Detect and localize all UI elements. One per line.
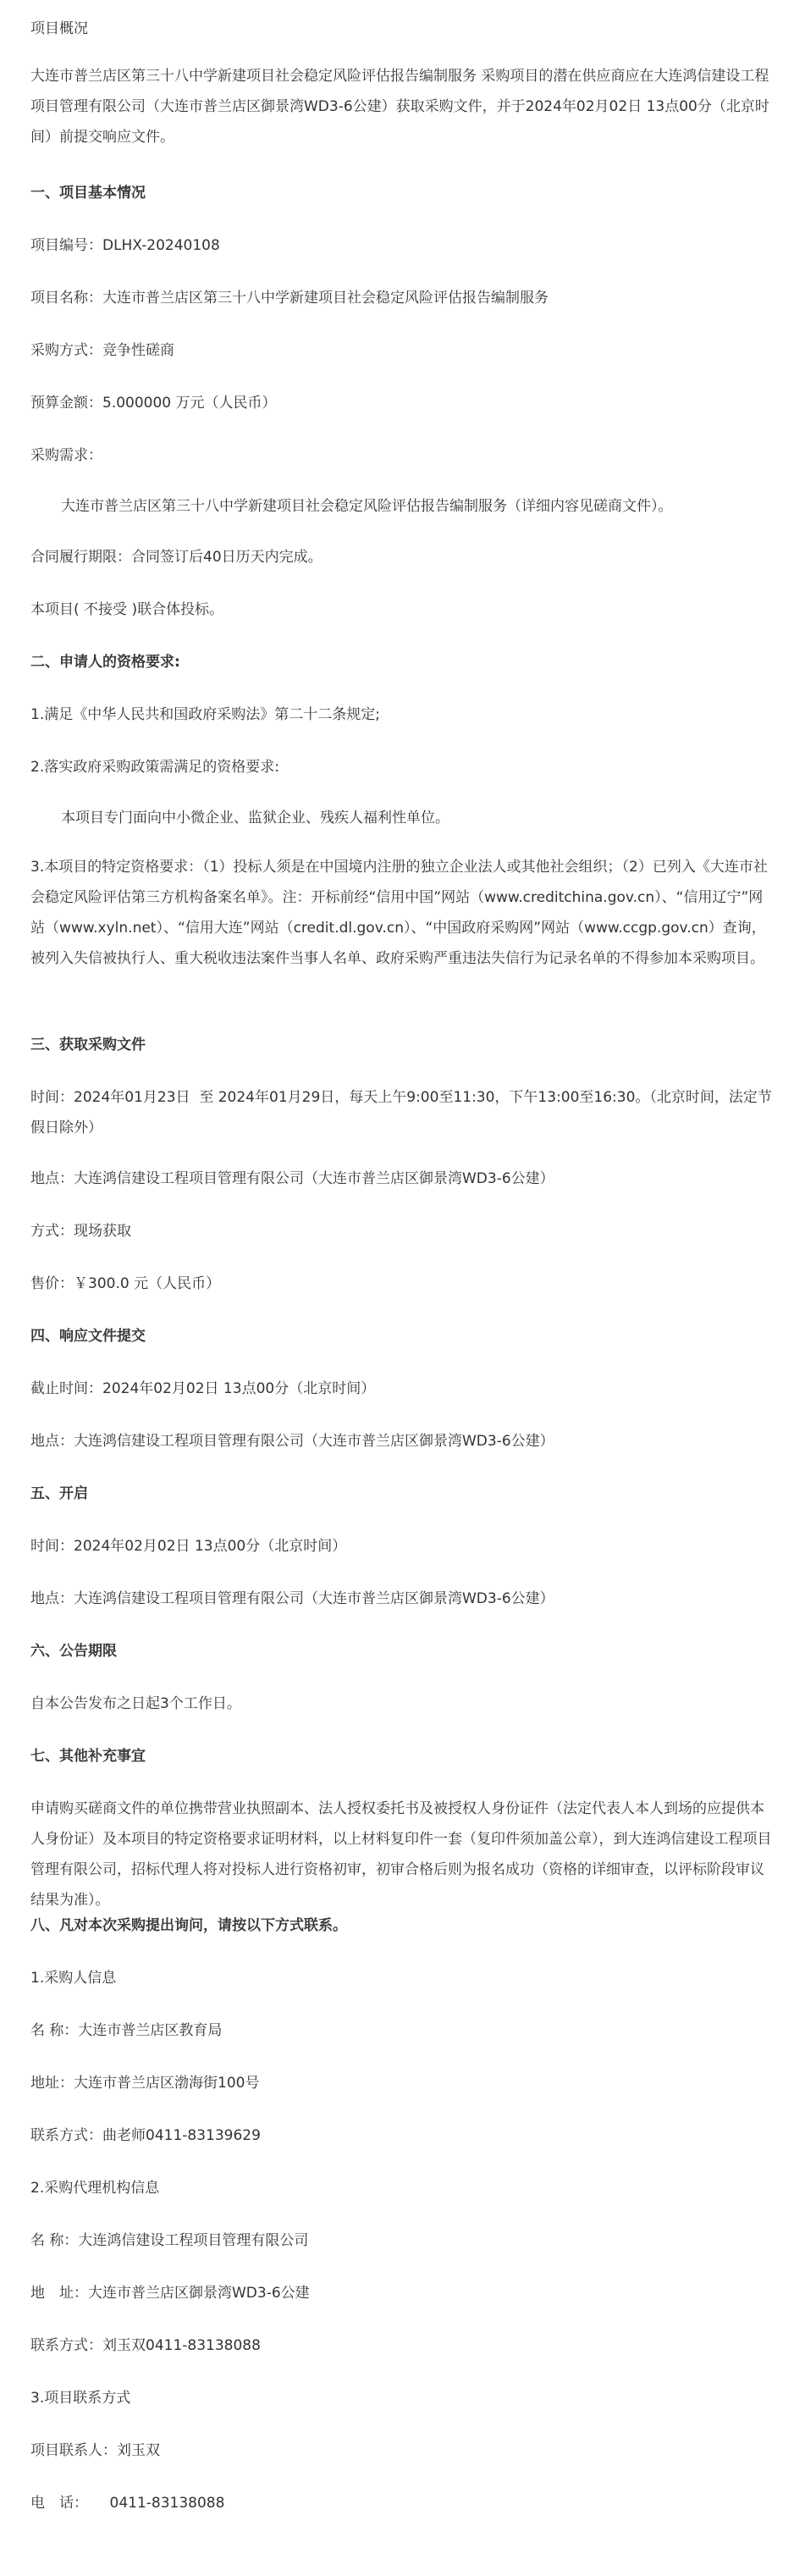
agency-contact: 联系方式：刘玉双0411-83138088 bbox=[30, 2337, 261, 2354]
section-5-heading: 五、开启 bbox=[30, 1485, 88, 1502]
submission-deadline: 截止时间：2024年02月02日 13点00分（北京时间） bbox=[30, 1380, 376, 1397]
overview-title: 项目概况 bbox=[30, 20, 88, 37]
section-6-heading: 六、公告期限 bbox=[30, 1643, 117, 1660]
project-number: 项目编号：DLHX-20240108 bbox=[30, 237, 220, 254]
agency-address: 地 址：大连市普兰店区御景湾WD3-6公建 bbox=[30, 2285, 310, 2302]
section-1-heading: 一、项目基本情况 bbox=[30, 185, 146, 202]
section-7-heading: 七、其他补充事宜 bbox=[30, 1748, 146, 1765]
opening-time: 时间：2024年02月02日 13点00分（北京时间） bbox=[30, 1538, 347, 1555]
consortium-note: 本项目( 不接受 )联合体投标。 bbox=[30, 601, 224, 618]
other-matters-text: 申请购买磋商文件的单位携带营业执照副本、法人授权委托书及被授权人身份证件（法定代表人本人到场的应提供本人身份证）及本项目的特定资格要求证明材料，以上材料复印件一套（复印件须加盖公章），到大连鸿信建设工程项目管理有限公司，招标代理人将对投标人进行资格初审，初审合格后则为报名成功（资格的详细审查，以评标阶段审议结果为准）。 bbox=[30, 1800, 772, 1909]
section-3-heading: 三、获取采购文件 bbox=[30, 1036, 146, 1053]
budget-amount: 预算金额：5.000000 万元（人民币） bbox=[30, 395, 277, 412]
section-2-heading: 二、申请人的资格要求: bbox=[30, 654, 180, 671]
project-contact-person: 项目联系人：刘玉双 bbox=[30, 2442, 160, 2459]
demand-label: 采购需求： bbox=[30, 447, 102, 464]
agency-info-title: 2.采购代理机构信息 bbox=[30, 2180, 160, 2197]
purchaser-contact: 联系方式：曲老师0411-83139629 bbox=[30, 2127, 261, 2144]
purchaser-name: 名 称：大连市普兰店区教育局 bbox=[30, 2022, 223, 2039]
qualification-item-2: 2.落实政府采购政策需满足的资格要求: bbox=[30, 759, 279, 776]
agency-name: 名 称：大连鸿信建设工程项目管理有限公司 bbox=[30, 2232, 309, 2249]
document-price: 售价：￥300.0 元（人民币） bbox=[30, 1275, 221, 1292]
acquire-way: 方式：现场获取 bbox=[30, 1223, 131, 1240]
project-name: 项目名称：大连市普兰店区第三十八中学新建项目社会稳定风险评估报告编制服务 bbox=[30, 290, 549, 307]
acquire-time: 时间：2024年01月23日 至 2024年01月29日，每天上午9:00至11:30，下午13:00至16:30。（北京时间，法定节假日除外） bbox=[30, 1089, 772, 1136]
section-4-heading: 四、响应文件提交 bbox=[30, 1328, 146, 1345]
opening-place: 地点：大连鸿信建设工程项目管理有限公司（大连市普兰店区御景湾WD3-6公建） bbox=[30, 1590, 554, 1607]
submission-place: 地点：大连鸿信建设工程项目管理有限公司（大连市普兰店区御景湾WD3-6公建） bbox=[30, 1433, 554, 1450]
qualification-item-2-text: 本项目专门面向中小微企业、监狱企业、残疾人福利性单位。 bbox=[61, 810, 449, 826]
contract-period: 合同履行期限：合同签订后40日历天内完成。 bbox=[30, 549, 323, 566]
procurement-method: 采购方式：竞争性磋商 bbox=[30, 342, 174, 359]
purchaser-address: 地址：大连市普兰店区渤海街100号 bbox=[30, 2075, 260, 2092]
announcement-period: 自本公告发布之日起3个工作日。 bbox=[30, 1695, 241, 1712]
qualification-item-1: 1.满足《中华人民共和国政府采购法》第二十二条规定; bbox=[30, 706, 380, 723]
demand-text: 大连市普兰店区第三十八中学新建项目社会稳定风险评估报告编制服务（详细内容见磋商文件）。 bbox=[61, 498, 673, 515]
project-contact-phone: 电 话： 0411-83138088 bbox=[30, 2495, 225, 2512]
purchaser-info-title: 1.采购人信息 bbox=[30, 1970, 117, 1987]
project-contact-title: 3.项目联系方式 bbox=[30, 2390, 131, 2407]
section-8-heading: 八、凡对本次采购提出询问，请按以下方式联系。 bbox=[30, 1917, 347, 1934]
overview-paragraph: 大连市普兰店区第三十八中学新建项目社会稳定风险评估报告编制服务 采购项目的潜在供应商应在大连鸿信建设工程项目管理有限公司（大连市普兰店区御景湾WD3-6公建）获取采购文件，并于2024年02月02日 13点00分（北京时间）前提交响应文件。 bbox=[30, 68, 769, 146]
acquire-place: 地点：大连鸿信建设工程项目管理有限公司（大连市普兰店区御景湾WD3-6公建） bbox=[30, 1170, 554, 1187]
qualification-item-3: 3.本项目的特定资格要求：（1）投标人须是在中国境内注册的独立企业法人或其他社会组织；（2）已列入《大连市社会稳定风险评估第三方机构备案名单》。注：开标前经“信用中国”网站（www.creditchina.gov.cn）、“信用辽宁”网站（www.xyln.net）、“信用大连”网站（credit.dl.gov.cn）、“中国政府采购网”网站（www.ccgp.gov.cn）查询，被列入失信被执行人、重大税收违法案件当事人名单、政府采购严重违法失信行为记录名单的不得参加本采购项目。 bbox=[30, 859, 768, 967]
